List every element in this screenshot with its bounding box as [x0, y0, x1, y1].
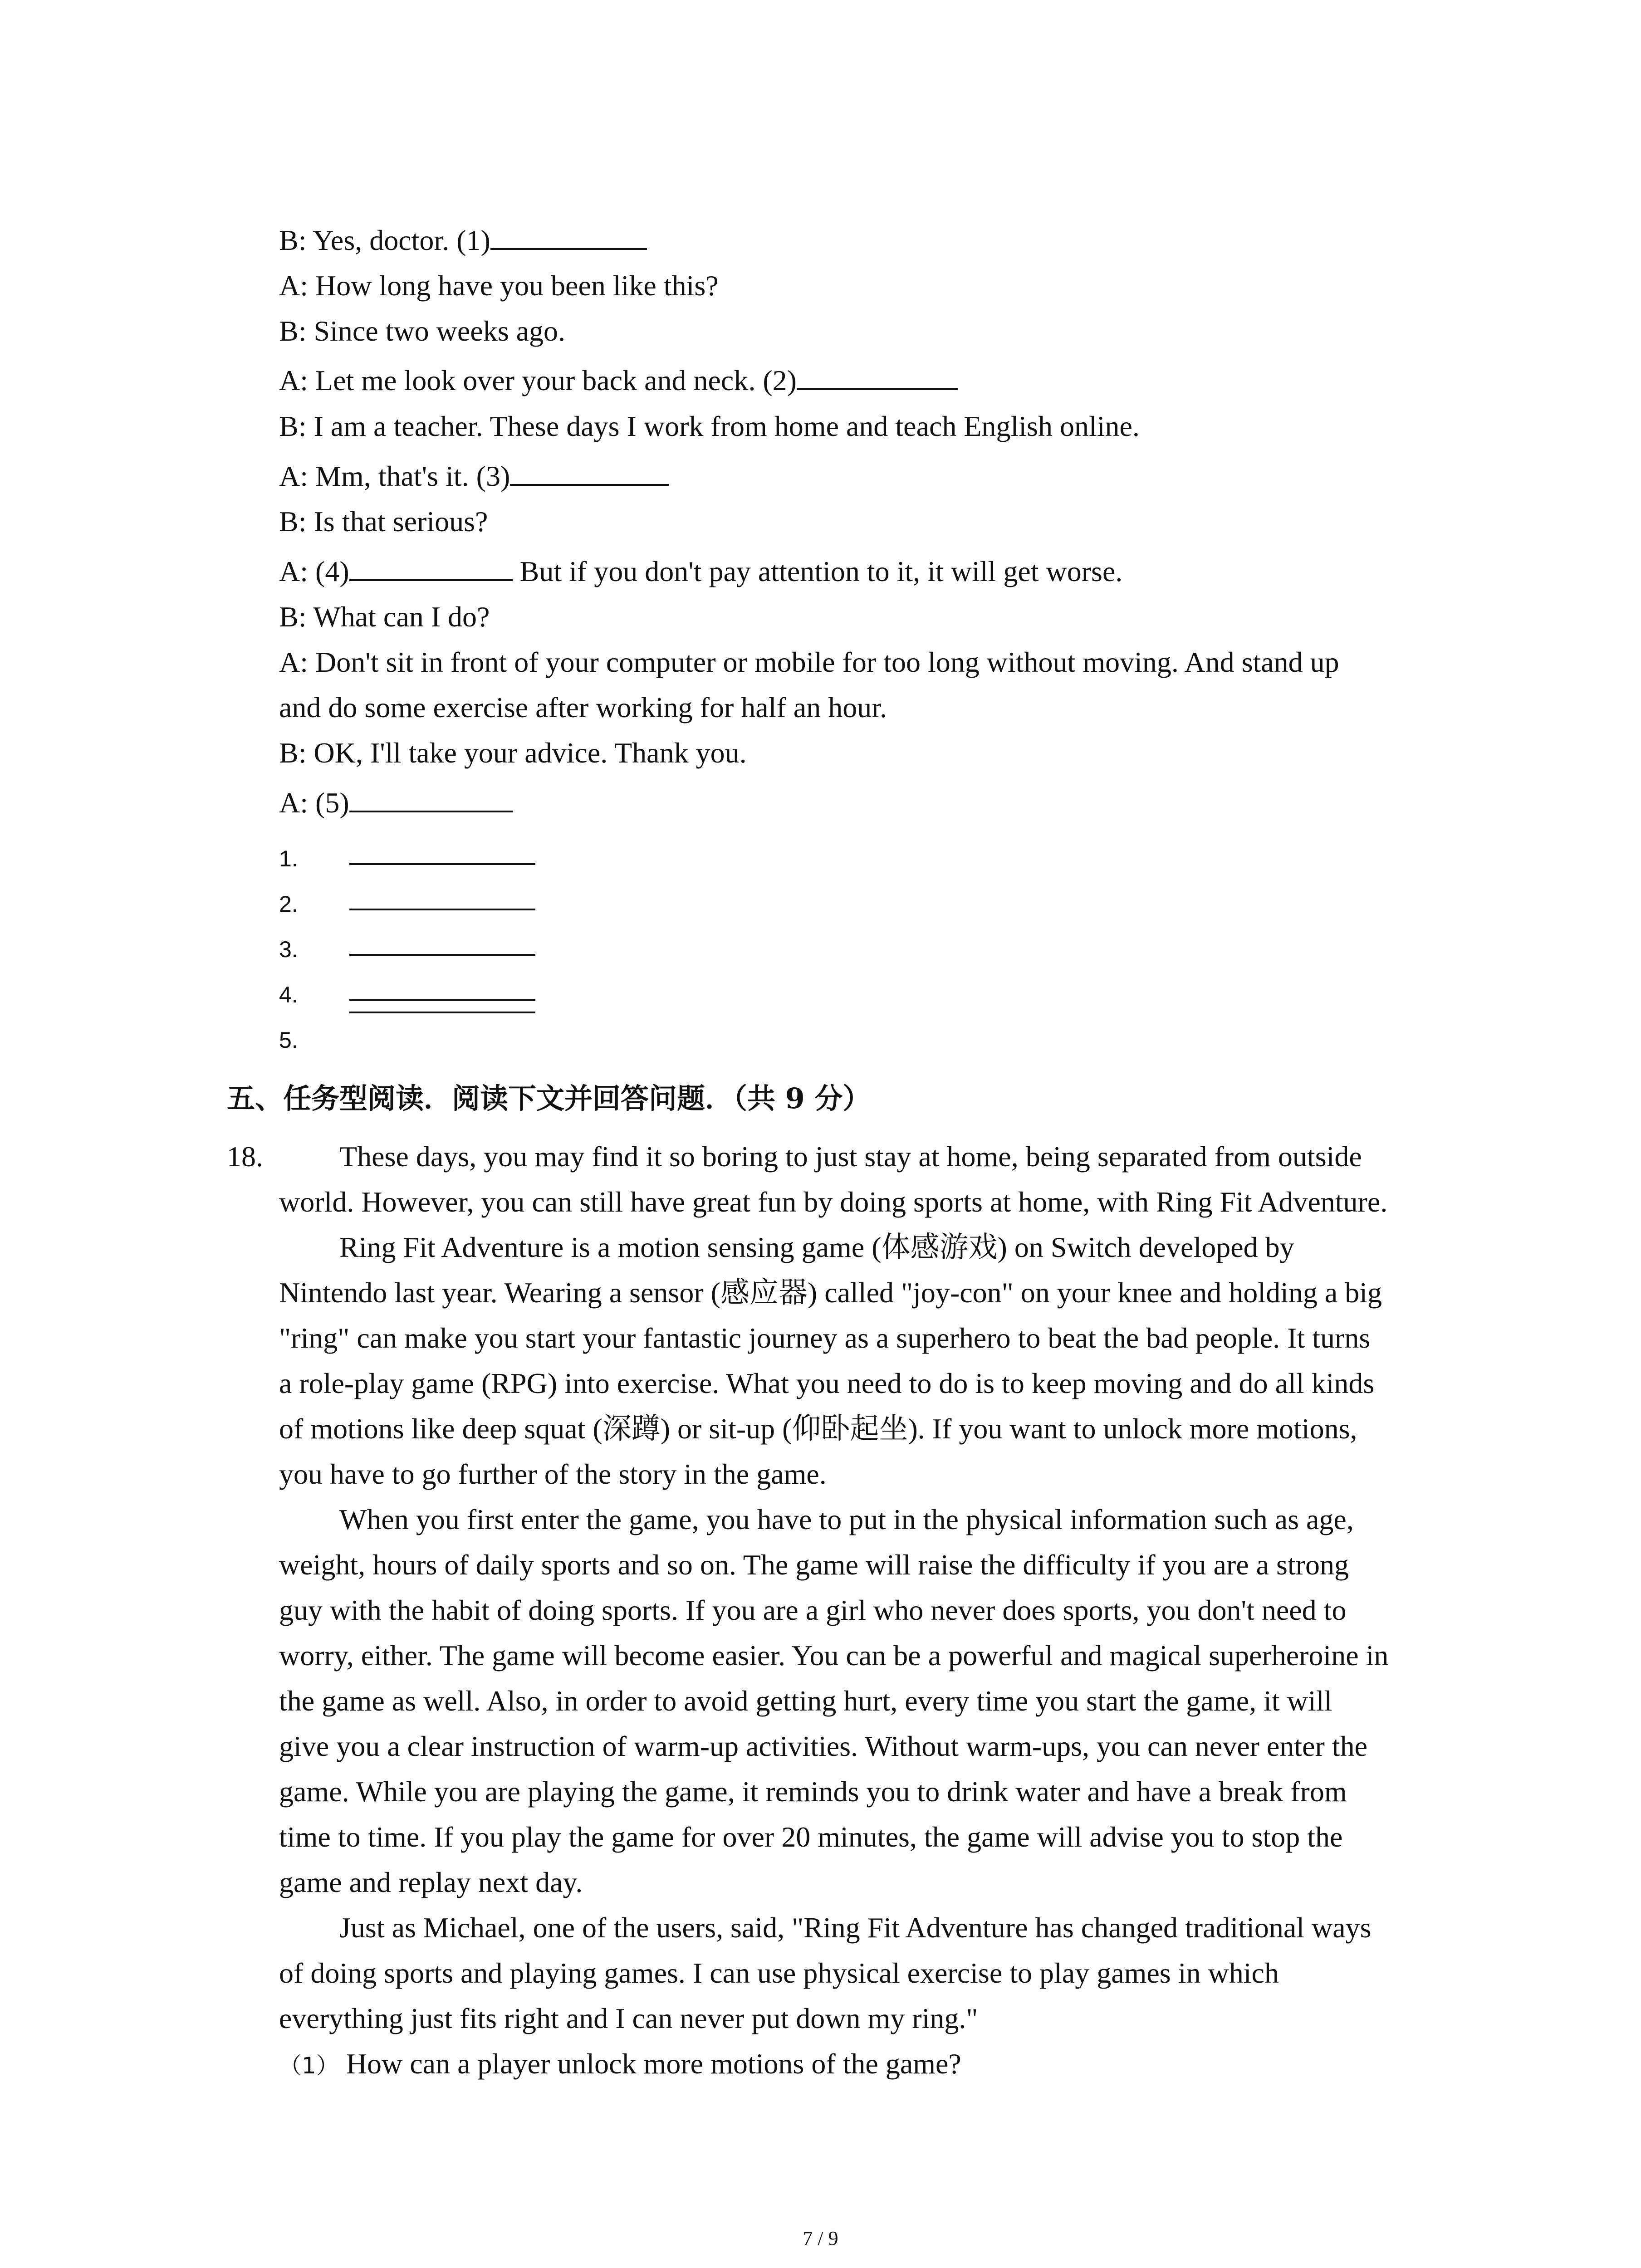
- dialogue-line: B: Yes, doctor. (1): [279, 221, 647, 259]
- dialogue-line: A: Let me look over your back and neck. (2): [279, 362, 958, 400]
- passage-line: worry, either. The game will become easier. You can be a powerful and magical superheroine in: [279, 1639, 1389, 1672]
- dialogue-line: B: Is that serious?: [279, 505, 488, 538]
- dialogue-line: B: Since two weeks ago.: [279, 315, 565, 347]
- question-number: 18.: [227, 1140, 263, 1173]
- answer-line[interactable]: [349, 863, 535, 865]
- dialogue-line: A: Mm, that's it. (3): [279, 457, 669, 495]
- passage-line: give you a clear instruction of warm-up activities. Without warm-ups, you can never enter the: [279, 1730, 1368, 1762]
- answer-number: 3.: [279, 937, 298, 962]
- passage-line: Nintendo last year. Wearing a sensor (感应器) called "joy-con" on your knee and holding a big: [279, 1276, 1382, 1309]
- page-number: 7 / 9: [803, 2227, 838, 2249]
- passage-line: Just as Michael, one of the users, said, "Ring Fit Adventure has changed traditional ways: [339, 1911, 1372, 1944]
- passage-line: world. However, you can still have great fun by doing sports at home, with Ring Fit Adventure.: [279, 1186, 1388, 1218]
- passage-line: When you first enter the game, you have to put in the physical information such as age,: [339, 1503, 1354, 1535]
- answer-blank[interactable]: [510, 458, 669, 486]
- passage-line: game. While you are playing the game, it reminds you to drink water and have a break from: [279, 1775, 1347, 1808]
- answer-line[interactable]: [349, 999, 535, 1001]
- answer-number: 5.: [279, 1027, 298, 1053]
- passage-line: game and replay next day.: [279, 1866, 583, 1898]
- passage-line: "ring" can make you start your fantastic journey as a superhero to beat the bad people. It turns: [279, 1322, 1371, 1354]
- passage-line: time to time. If you play the game for over 20 minutes, the game will advise you to stop the: [279, 1821, 1343, 1853]
- passage-line: a role-play game (RPG) into exercise. What you need to do is to keep moving and do all kinds: [279, 1367, 1375, 1399]
- dialogue-line: A: (4) But if you don't pay attention to it, it will get worse.: [279, 552, 1122, 591]
- passage-line: of motions like deep squat (深蹲) or sit-up (仰卧起坐). If you want to unlock more motions,: [279, 1413, 1357, 1445]
- answer-blank[interactable]: [349, 784, 513, 812]
- sub-question: [279, 2045, 961, 2085]
- answer-number: 2.: [279, 891, 298, 917]
- dialogue-line: A: Don't sit in front of your computer or mobile for too long without moving. And stand up: [279, 646, 1339, 678]
- passage-line: of doing sports and playing games. I can use physical exercise to play games in which: [279, 1957, 1279, 1989]
- answer-line[interactable]: [349, 954, 535, 956]
- passage-line: guy with the habit of doing sports. If you are a girl who never does sports, you don't need to: [279, 1594, 1347, 1626]
- passage-line: you have to go further of the story in the game.: [279, 1458, 827, 1490]
- passage-line: the game as well. Also, in order to avoid getting hurt, every time you start the game, it will: [279, 1685, 1332, 1717]
- answer-number: 4.: [279, 982, 298, 1007]
- passage-line: Ring Fit Adventure is a motion sensing game (体感游戏) on Switch developed by: [339, 1231, 1294, 1263]
- sub-question-text: How can a player unlock more motions of the game?: [346, 2048, 961, 2080]
- passage-line: everything just fits right and I can never put down my ring.": [279, 2002, 978, 2034]
- passage-line: These days, you may find it so boring to just stay at home, being separated from outside: [339, 1140, 1362, 1173]
- dialogue-line: B: What can I do?: [279, 601, 490, 633]
- dialogue-line: and do some exercise after working for half an hour.: [279, 691, 887, 723]
- dialogue-line: A: How long have you been like this?: [279, 269, 719, 302]
- dialogue-line: A: (5): [279, 784, 513, 822]
- answer-line[interactable]: [349, 909, 535, 910]
- sub-question-label: （1）: [279, 2053, 339, 2079]
- section-title: 五、任务型阅读．阅读下文并回答问题．（共 9 分）: [227, 1082, 871, 1115]
- answer-blank[interactable]: [797, 362, 958, 390]
- passage-line: weight, hours of daily sports and so on. The game will raise the difficulty if you are a strong: [279, 1549, 1349, 1581]
- answer-blank[interactable]: [490, 222, 647, 250]
- answer-blank[interactable]: [349, 553, 513, 581]
- dialogue-line: B: OK, I'll take your advice. Thank you.: [279, 737, 747, 769]
- dialogue-line: B: I am a teacher. These days I work from home and teach English online.: [279, 410, 1140, 442]
- answer-number: 1.: [279, 846, 298, 871]
- answer-line[interactable]: [349, 1012, 535, 1013]
